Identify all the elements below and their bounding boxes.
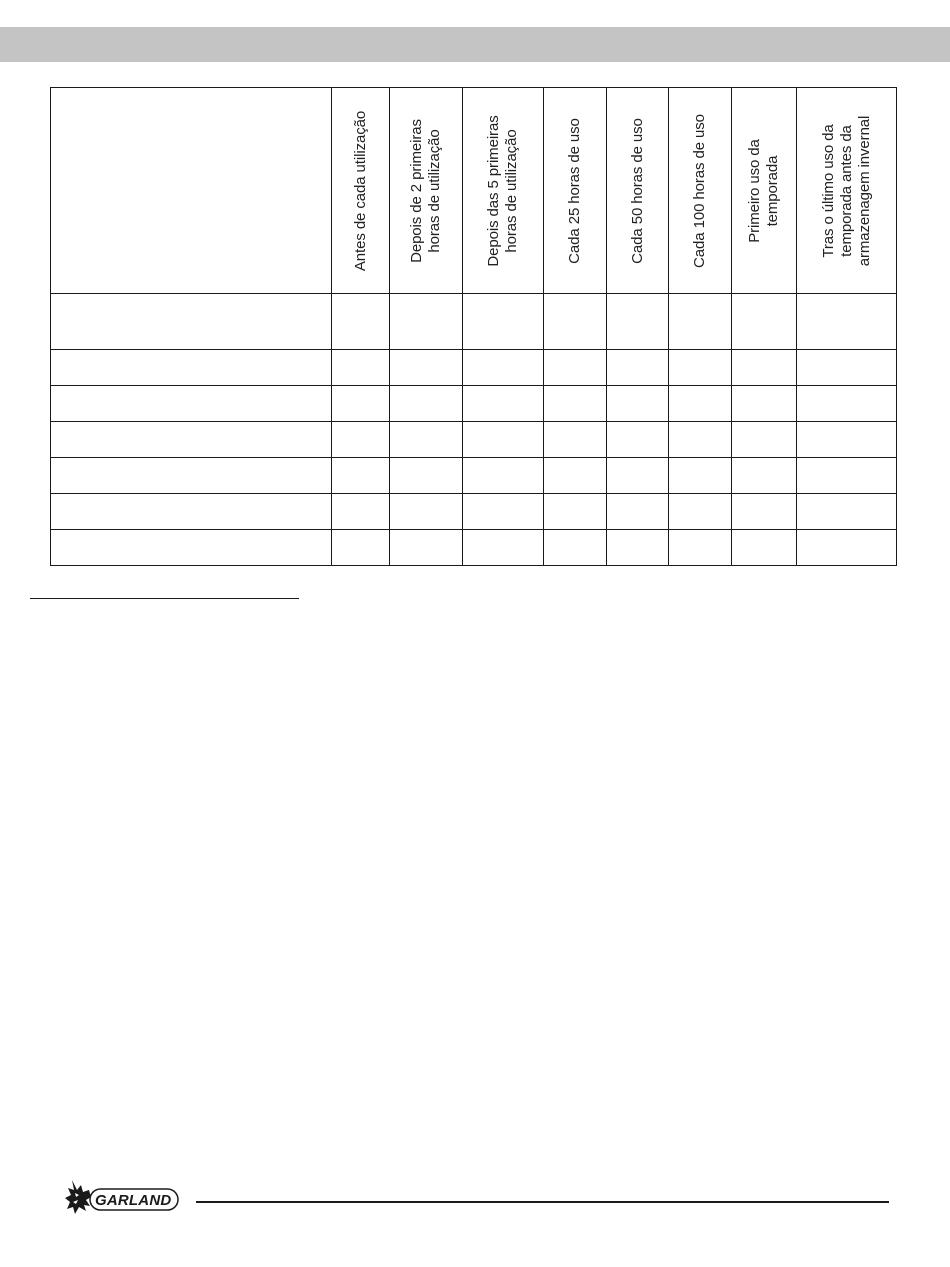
table-cell [732, 422, 797, 458]
table-cell [463, 294, 544, 350]
table-cell [332, 350, 390, 386]
column-header-line: Depois das 5 primeiras [485, 114, 502, 267]
table-cell [332, 530, 390, 566]
table-cell [732, 494, 797, 530]
table-cell [797, 294, 897, 350]
column-header-line: Antes de cada utilização [351, 110, 369, 271]
table-cell [607, 422, 669, 458]
column-header-line: Tras o último uso da [819, 123, 837, 258]
table-cell [463, 494, 544, 530]
table-cell [607, 350, 669, 386]
column-header-every-50-hours [607, 88, 669, 294]
table-row [51, 422, 897, 458]
header-corner-cell [51, 88, 332, 294]
table-row [51, 530, 897, 566]
column-header-line: temporada [764, 155, 781, 226]
table-cell [797, 458, 897, 494]
table-cell [332, 386, 390, 422]
column-header-line: temporada antes da [837, 124, 855, 257]
table-cell [732, 386, 797, 422]
table-cell [463, 458, 544, 494]
table-cell [332, 458, 390, 494]
table-cell [669, 350, 732, 386]
table-cell [544, 422, 607, 458]
table-cell [732, 530, 797, 566]
table-cell [669, 530, 732, 566]
table-cell [669, 494, 732, 530]
garland-logo [64, 1176, 182, 1220]
column-header-every-25-hours [544, 88, 607, 294]
row-label-cell [51, 350, 332, 386]
table-row [51, 386, 897, 422]
table-cell [732, 350, 797, 386]
footer-divider [196, 1201, 889, 1203]
table-row [51, 350, 897, 386]
footnote-divider [30, 598, 299, 599]
table-cell [463, 350, 544, 386]
table-cell [544, 458, 607, 494]
table-cell [544, 530, 607, 566]
table-cell [463, 422, 544, 458]
table-cell [797, 530, 897, 566]
table-cell [669, 458, 732, 494]
brand-wordmark: GARLAND [95, 1192, 172, 1209]
table-cell [607, 494, 669, 530]
column-header-every-100-hours [669, 88, 732, 294]
table-cell [669, 386, 732, 422]
table-row [51, 458, 897, 494]
column-header-first-use-of-season [732, 88, 797, 294]
row-label-cell [51, 422, 332, 458]
table-cell [544, 350, 607, 386]
lynx-logo-icon [64, 1176, 182, 1220]
table-cell [544, 294, 607, 350]
column-header-after-first-2-hours [390, 88, 463, 294]
table-cell [732, 458, 797, 494]
table-cell [797, 386, 897, 422]
table-cell [797, 494, 897, 530]
table-cell [463, 530, 544, 566]
table-cell [669, 294, 732, 350]
row-label-cell [51, 494, 332, 530]
table-cell [332, 422, 390, 458]
header-band [0, 27, 950, 62]
table-cell [607, 386, 669, 422]
column-header-before-each-use [332, 88, 390, 294]
table-row [51, 494, 897, 530]
column-header-after-first-5-hours [463, 88, 544, 294]
table-cell [390, 530, 463, 566]
table-cell [732, 294, 797, 350]
table-cell [332, 494, 390, 530]
table-cell [607, 458, 669, 494]
table-cell [390, 350, 463, 386]
table-header-row [51, 88, 897, 294]
column-header-line: Depois de 2 primeiras [408, 118, 425, 263]
table-cell [390, 458, 463, 494]
table-cell [607, 294, 669, 350]
table-cell [797, 350, 897, 386]
row-label-cell [51, 294, 332, 350]
row-label-cell [51, 530, 332, 566]
row-label-cell [51, 386, 332, 422]
maintenance-schedule-table [50, 87, 897, 566]
table-cell [797, 422, 897, 458]
table-cell [544, 494, 607, 530]
column-header-line: horas de utilização [426, 128, 443, 253]
table-cell [463, 386, 544, 422]
table-cell [390, 494, 463, 530]
table-cell [390, 422, 463, 458]
column-header-line: horas de utilização [503, 128, 520, 253]
column-header-line: Primeiro uso da [746, 138, 763, 243]
table-cell [390, 294, 463, 350]
table-cell [544, 386, 607, 422]
column-header-line: Cada 50 horas de uso [628, 117, 646, 264]
row-label-cell [51, 458, 332, 494]
table-cell [332, 294, 390, 350]
table-cell [607, 530, 669, 566]
column-header-line: Cada 25 horas de uso [566, 117, 583, 264]
column-header-line: Cada 100 horas de uso [691, 113, 708, 268]
column-header-line: armazenagem invernal [855, 115, 873, 266]
column-header-after-last-use-of-season [797, 88, 897, 294]
table-cell [390, 386, 463, 422]
table-row [51, 294, 897, 350]
table-cell [669, 422, 732, 458]
